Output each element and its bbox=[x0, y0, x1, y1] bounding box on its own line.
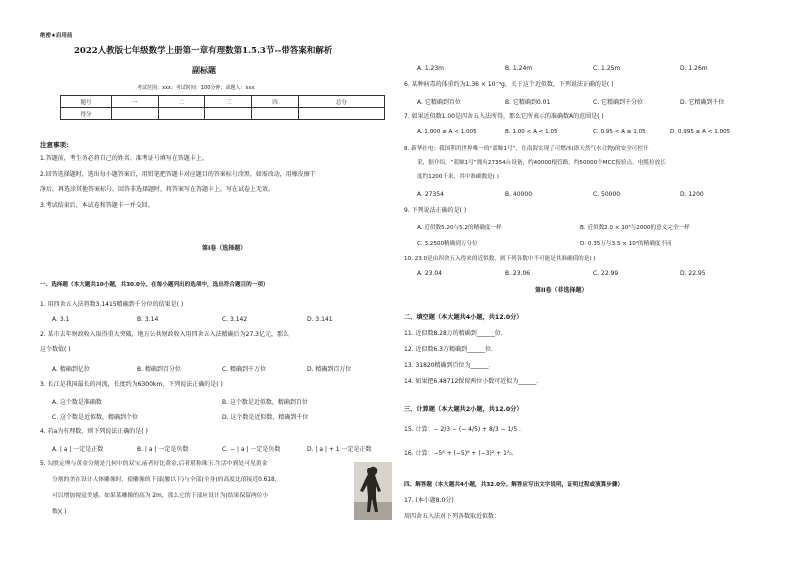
q5-option-a: A. 1.23m bbox=[417, 65, 445, 72]
q3-option-d: D. 这个数是近似数，精确到千位 bbox=[222, 414, 309, 421]
section-two-title: 二、填空题（本大题共4小题，共12.0分） bbox=[404, 314, 523, 321]
q9-option-b: B. 近似数2.0 × 10³与2000的意义完全一样 bbox=[580, 225, 690, 231]
volume-one-heading: 第I卷（选择题） bbox=[202, 245, 247, 252]
q5-option-d: D. 1.26m bbox=[680, 65, 708, 72]
q1-option-c: C. 3.142 bbox=[222, 316, 248, 323]
question-4: 4. 若a为有理数，则下列说法正确的是( ) bbox=[40, 428, 148, 435]
question-3: 3. 长江是我国最长的河流，长度约为6300km，下列说法正确的是( ) bbox=[40, 381, 223, 388]
question-2-line: 这个数值( ) bbox=[40, 346, 71, 353]
note-item: 净后，再选涂其他答案标号。回答非选择题时，将答案写在答题卡上，写在试卷上无效。 bbox=[40, 186, 275, 193]
score-cell bbox=[298, 108, 384, 120]
q7-option-a: A. 1.000 ≤ A < 1.005 bbox=[417, 129, 477, 135]
section-four-title: 四、解答题（本大题共4小题，共32.0分。解答应写出文字说明，证明过程或演算步骤） bbox=[404, 482, 624, 488]
question-5-line: 数)( ) bbox=[52, 509, 67, 515]
q2-option-c: C. 精确到千万位 bbox=[222, 366, 267, 373]
secret-label: 绝密★启用前 bbox=[40, 33, 73, 39]
q10-option-c: C. 22.99 bbox=[593, 270, 619, 277]
score-header: 三 bbox=[205, 96, 252, 108]
score-header: 题号 bbox=[61, 96, 112, 108]
q10-option-d: D. 22.95 bbox=[680, 270, 706, 277]
question-8: 8. 新华社电：我国利用世界唯一的“蓝鲸1号”，在南海实现了可燃冰(即天然气水合物)的安全可控开 bbox=[404, 146, 649, 152]
question-5-line: 可以增加视觉美感。如果某雕像的高为 2m，那么它的下部应设计为(结果保留两位小 bbox=[52, 493, 269, 499]
score-cell bbox=[112, 108, 159, 120]
page-title: 2022人教版七年级数学上册第一章有理数第1.5.3节--带答案和解析 bbox=[74, 46, 333, 56]
q5-option-c: C. 1.25m bbox=[593, 65, 621, 72]
score-table bbox=[60, 95, 385, 120]
q7-option-c: C. 0.95 < A ≤ 1.05 bbox=[593, 129, 646, 135]
note-item: 3.考试结束后，本试卷和答题卡一并交回。 bbox=[40, 202, 154, 209]
score-cell bbox=[158, 108, 205, 120]
question-1: 1. 用四舍五入法将数3.1415精确到千分位的结果是( ) bbox=[40, 301, 184, 308]
q8-option-d: D. 1200 bbox=[680, 191, 704, 198]
q1-option-d: D. 3.141 bbox=[307, 316, 333, 323]
q3-option-c: C. 这个数是近似数，精确到个位 bbox=[52, 414, 139, 421]
section-one-title: 一、选择题（本大题共10小题，共30.0分。在每小题列出的选项中，选出符合题目的一项） bbox=[40, 282, 269, 288]
q2-option-d: D. 精确到百万位 bbox=[307, 366, 352, 373]
question-9: 9. 下列说法正确的是( ) bbox=[404, 207, 467, 214]
question-2: 2. 某市去年财政收入取得重大突破，地方公共财政收入用四舍五入法精确后为27.3亿元，那么 bbox=[40, 331, 289, 338]
calc-question: 15. 计算：− 2/3 − (− 4/5) + 8/3 − 1/5 . bbox=[404, 426, 521, 433]
q4-option-d: D. | a | + 1 一定是正数 bbox=[307, 446, 372, 453]
q4-option-a: A. | a | 一定是正数 bbox=[52, 446, 104, 453]
question-7: 7. 如果近似数1.00是四舍五入法所得，那么它所表示的准确数A的范围是( ) bbox=[404, 113, 604, 120]
q9-option-c: C. 3.2500精确到万分位 bbox=[417, 241, 478, 247]
note-item: 2.回答选择题时，选出每小题答案后，用铅笔把答题卡对应题目的答案标号涂黑。如需改动，用橡皮擦干 bbox=[40, 171, 316, 178]
q3-option-b: B. 这个数是近似数，精确到百位 bbox=[222, 399, 308, 406]
score-cell bbox=[205, 108, 252, 120]
exam-info: 考试范围：xxx；考试时间：100分钟；命题人：xxx bbox=[137, 85, 255, 91]
q5-option-b: B. 1.24m bbox=[505, 65, 533, 72]
q6-option-c: C. 它精确到千分位 bbox=[593, 99, 644, 106]
volume-two-heading: 第II卷（非选择题） bbox=[535, 287, 588, 294]
calc-question: 16. 计算：−5⁶ + (−5)⁶ + (−3)² + 1²₀. bbox=[404, 450, 514, 457]
score-header: 二 bbox=[158, 96, 205, 108]
note-item: 1.答题前，考生务必将自己的姓名、准考证号填写在答题卡上。 bbox=[40, 155, 208, 162]
question-6: 6. 某种病毒的体重约为1.36 × 10⁻⁴g，关于这个近似数，下列说法正确的是( ) bbox=[404, 81, 614, 88]
question-5-line: 分割的美在设计人体雕像时，使雕像的下部(腰以下)与全部(全身)的高度比值接近0.618， bbox=[52, 477, 281, 483]
q10-option-b: B. 23.06 bbox=[505, 270, 531, 277]
q6-option-b: B. 它精确到0.01 bbox=[505, 99, 551, 106]
notes-heading: 注意事项: bbox=[40, 141, 69, 149]
fill-question: 13. 31820精确到百位为______． bbox=[404, 362, 495, 369]
q4-option-b: B. | a | 一定是负数 bbox=[137, 446, 189, 453]
q2-option-b: B. 精确到百分位 bbox=[137, 366, 181, 373]
q8-option-b: B. 40000 bbox=[505, 191, 533, 198]
q8-option-c: C. 50000 bbox=[593, 191, 621, 198]
score-header: 四 bbox=[252, 96, 299, 108]
q6-option-a: A. 它精确到百位 bbox=[417, 99, 461, 106]
statue-photo bbox=[354, 462, 392, 520]
question-10: 10. 23.0是由四舍五入得来的近似数，则下列各数中不可能是其准确值的是( ) bbox=[404, 256, 596, 262]
score-header: 一 bbox=[112, 96, 159, 108]
fill-question: 11. 近似数8.28万的精确到______位． bbox=[404, 330, 507, 337]
q9-option-a: A. 近似数5.20与5.2的精确度一样 bbox=[417, 225, 502, 231]
fill-question: 12. 近似数6.3万精确到______位． bbox=[404, 346, 497, 353]
q1-option-a: A. 3.1 bbox=[52, 316, 70, 323]
q4-option-c: C. − | a | 一定是负数 bbox=[222, 446, 281, 453]
q7-option-b: B. 1.00 < A < 1.05 bbox=[505, 129, 558, 135]
question-5: 5. 勾股定理与黄金分割是几何中的双宝,前者好比黄金,后者堪称珠玉.生活中到处可见黄金 bbox=[40, 461, 268, 467]
score-header: 总分 bbox=[298, 96, 384, 108]
q2-option-a: A. 精确到亿位 bbox=[52, 366, 90, 373]
q1-option-b: B. 3.14 bbox=[137, 316, 159, 323]
section-three-title: 三、计算题（本大题共2小题，共12.0分） bbox=[404, 406, 523, 413]
question-8-line: 度约1200千米，其中准确数是( ) bbox=[417, 174, 499, 180]
q8-option-a: A. 27354 bbox=[417, 191, 444, 198]
score-cell bbox=[252, 108, 299, 120]
q3-option-a: A. 这个数是准确数 bbox=[52, 399, 102, 406]
q6-option-d: D. 它精确到千位 bbox=[680, 99, 725, 106]
q10-option-a: A. 23.04 bbox=[417, 270, 442, 277]
solve-question: 17. (本小题8.0分) bbox=[404, 497, 454, 504]
score-row-label: 得分 bbox=[61, 108, 112, 120]
q7-option-d: D. 0.995 ≤ A < 1.005 bbox=[670, 129, 731, 135]
solve-question-line: 用四舍五入法对下列各数取近似数： bbox=[404, 513, 501, 520]
q9-option-d: D. 0.35万与3.5 × 10³的精确度不同 bbox=[580, 241, 672, 247]
page-subtitle: 副标题 bbox=[192, 65, 216, 75]
fill-question: 14. 如果把6.48712保留两位小数可近似为______. bbox=[404, 378, 539, 385]
question-8-line: 采，据介绍，“蓝鲸1号”拥有27354台设备，约40000根管路，约50000个MCC报验点，电缆拉放长 bbox=[417, 160, 666, 166]
